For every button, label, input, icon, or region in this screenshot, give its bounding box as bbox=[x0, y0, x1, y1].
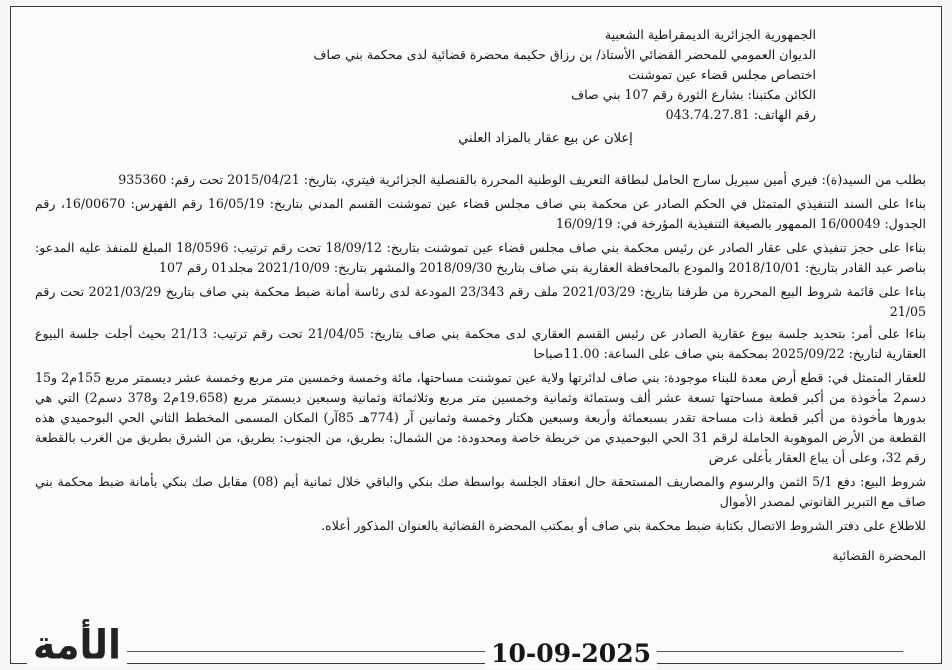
paragraph-consultation: للاطلاع على دفتر الشروط الاتصال بكتابة ضبط محكمة بني صاف أو بمكتب المحضرة القضائية بالعنوان المذكور أعلاه. bbox=[321, 518, 926, 533]
paragraph-conditions-list: بناءا على قائمة شروط البيع المحررة من طرفنا بتاريخ: 2021/03/29 ملف رقم 23/343 المودعة لدى رئاسة أمانة ضبط محكمة بني صاف بتاريخ 2021/03/29 تحت رقم 21/05 bbox=[35, 284, 926, 319]
paragraph-seizure: بناءا على حجز تنفيذي على عقار الصادر عن رئيس محكمة بني صاف مجلس قضاء عين تموشنت بتاريخ: 18/09/12 تحت رقم ترتيب: 18/0596 المبلغ للمنفذ عليه المدعو: بناصر عبد القادر بتاريخ: 2018/10/01 والمودع بالمحافظة العقارية بني صاف بتاريخ 2018/09/30 والمشهر بتاريخ: 2021/10/09 مجلد01 رقم 107 bbox=[35, 240, 926, 275]
paragraph-sale-terms: شروط البيع: دفع 5/1 الثمن والرسوم والمصاريف المستحقة حال انعقاد الجلسة بواسطة صك بنكي والباقي خلال ثمانية أيم (08) مقابل صك بنكي بأمانة ضبط محكمة بني صاف مع التبرير القانوني لمصدر الأموال bbox=[35, 474, 927, 509]
notice-header bbox=[35, 25, 926, 125]
footer-divider bbox=[49, 651, 903, 652]
legal-notice-page bbox=[10, 6, 942, 669]
office-address-line: الكائن مكتبنا: بشارع الثورة رقم 107 بني صاف bbox=[571, 87, 816, 102]
jurisdiction-line: اختصاص مجلس قضاء عين تموشنت bbox=[628, 67, 816, 82]
paragraph-requester: بطلب من السيد(ة): فيري أمين سيريل سارج الحامل لبطاقة التعريف الوطنية المحررة بالقنصلية الجزائرية فيتري، بتاريخ: 2015/04/21 تحت رقم: 935360 bbox=[118, 172, 926, 187]
phone-line: رقم الهاتف: 043.74.27.81 bbox=[665, 107, 816, 122]
bailiff-office-line: الديوان العمومي للمحضر القضائي الأستاذ/ بن رزاق حكيمة محضرة قضائية لدى محكمة بني صاف bbox=[313, 47, 816, 62]
paragraph-enforcement-title: بناءا على السند التنفيذي المتمثل في الحكم الصادر عن محكمة بني صاف مجلس قضاء عين تموشنت القسم المدني بتاريخ: 16/05/19 رقم الفهرس: 16/00670، رقم الجدول: 16/00049 الممهور بالصيغة التنفيذية المؤرخة في: 16/09/19 bbox=[35, 196, 926, 231]
republic-heading: الجمهورية الجزائرية الديمقراطية الشعبية bbox=[604, 27, 816, 42]
publication-date: 10-09-2025 bbox=[485, 639, 657, 669]
paragraph-hearing-order: بناءا على أمر: بتحديد جلسة بيوع عقارية الصادر عن رئيس القسم العقاري لدى محكمة بني صاف بتاريخ: 21/04/05 تحت رقم ترتيب: 21/13 بحيث أجلت جلسة البيوع العقارية لتاريخ: 2025/09/22 بمحكمة بني صاف على الساعة: 11.00صباحا bbox=[35, 326, 927, 361]
paragraph-property: للعقار المتمثل في: قطع أرض معدة للبناء موجودة: بني صاف لدائرتها ولاية عين تموشنت مساحتها، مائة وخمسة وخمسين متر مربع وخمسة عشر ديسمتر مربع 155م2 و15 دسم2 مأخوذة من أكبر قطعة مساحتها تسعة عشر ألف وستمائة وثمانية وخمسين متر مربع وثلاثمائة وثمانية وسبعين ديسمتر مربع (19.658م2 و378 دسم2) التي هي بدورها مأخوذة من أكبر قطعة ذات مساحة تقدر بسبعمائة وأربعة وسبعين هكتار وخمسة وثمانين آر (774هـ 85آر) المكان المسمى المخطط الثاني الحي البوحميدي هذه القطعة من الأرض الموهوبة الحاملة لرقم 31 الحي البوحميدي من خريطة خاصة ومحدودة: من الشمال: بطريق، من الجنوب: بطريق، من الشرق بطريق من الغرب بالقطعة رقم 32، وعلى أن يباع العقار بأعلى عرض bbox=[35, 370, 926, 465]
notice-title: إعلان عن بيع عقار بالمزاد العلني bbox=[458, 131, 633, 146]
newspaper-logo: الأمة bbox=[27, 623, 127, 667]
notice-content bbox=[35, 25, 926, 566]
signature: المحضرة القضائية bbox=[832, 548, 926, 563]
